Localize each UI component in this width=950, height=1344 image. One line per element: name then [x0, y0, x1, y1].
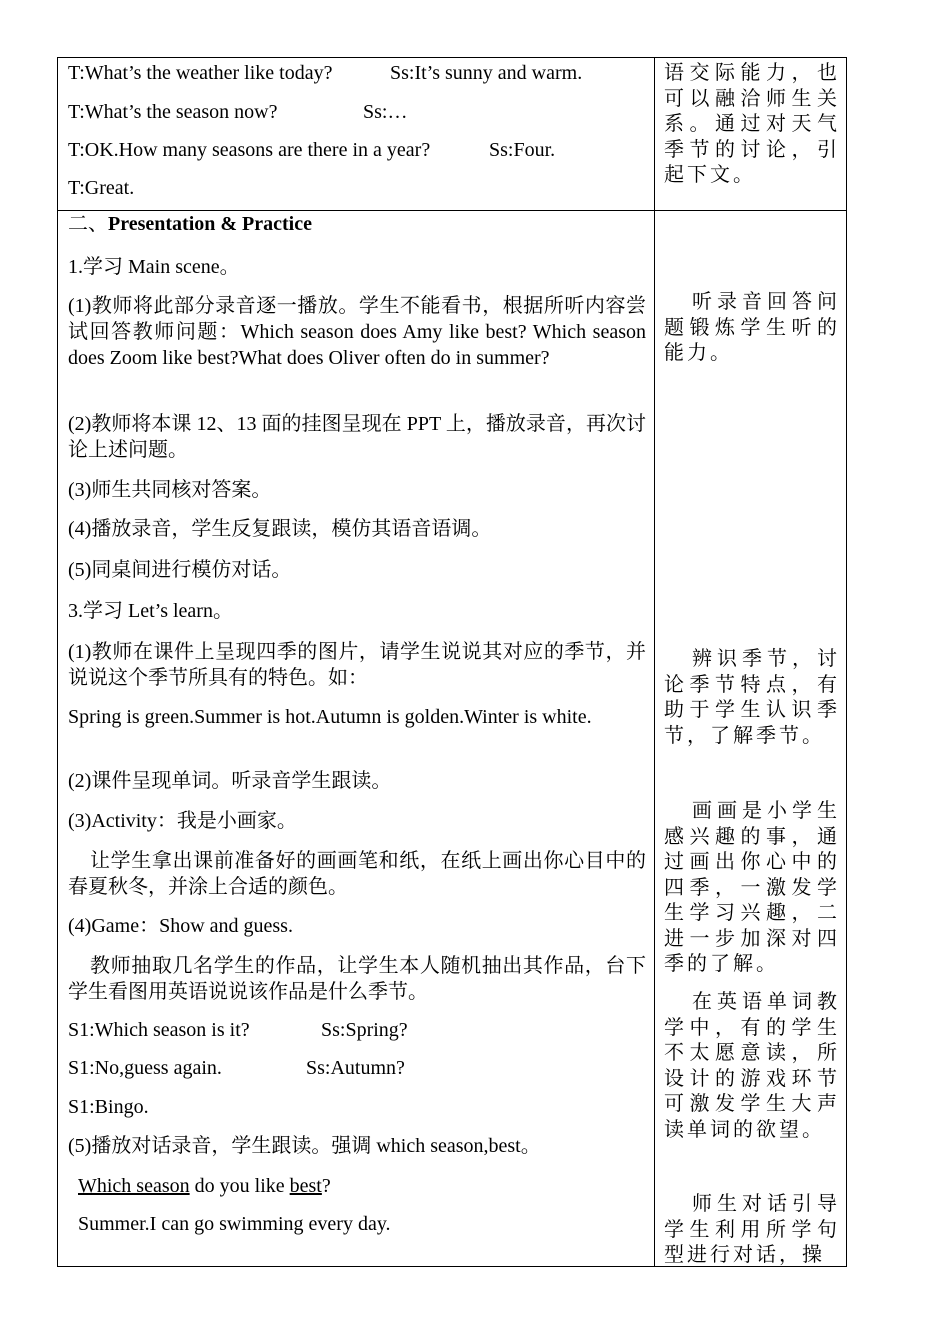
presentation-practice-section — [68, 211, 646, 1266]
underlined-phrase: Which season — [78, 1175, 190, 1197]
warmup-note: 语交际能力，也可以融洽师生关系。通过对天气季节的讨论，引起下文。 — [664, 62, 840, 186]
lesson-plan-table — [57, 57, 847, 1267]
step-text: (2)教师将本课 12、13 面的挂图呈现在 PPT 上，播放录音，再次讨论上述问题。 — [68, 413, 646, 461]
student-line: Ss:… — [363, 101, 408, 123]
step-lets-learn: 3.学习 Let’s learn。 — [68, 600, 233, 622]
step-text: 让学生拿出课前准备好的画画笔和纸，在纸上画出你心目中的春夏秋冬，并涂上合适的颜色。 — [68, 850, 646, 898]
column-divider — [654, 58, 655, 1266]
model-question — [78, 1173, 646, 1199]
dialogue-line: S1:No,guess again. — [68, 1057, 222, 1079]
dialogue-line: S1:Bingo. — [68, 1096, 149, 1118]
dialogue-reply: Ss:Autumn? — [306, 1057, 405, 1079]
step-text: (1)教师将此部分录音逐一播放。学生不能看书，根据所听内容尝试回答教师问题：Which season does Amy like best? Which season does Zoom like best?What does Oliver often do in summer? — [68, 295, 646, 369]
note-dialogue: 师生对话引导学生利用所学句型进行对话，操 — [664, 1193, 840, 1266]
note-seasons: 辨识季节，讨论季节特点，有助于学生认识季节，了解季节。 — [664, 648, 840, 747]
step-text: (5)同桌间进行模仿对话。 — [68, 559, 292, 581]
step-text: (5)播放对话录音，学生跟读。强调 which season,best。 — [68, 1135, 541, 1157]
example-sentences: Spring is green.Summer is hot.Autumn is golden.Winter is white. — [68, 706, 592, 728]
model-answer: Summer.I can go swimming every day. — [78, 1213, 391, 1235]
question-mark: ? — [321, 1175, 331, 1197]
teacher-line: T:Great. — [68, 177, 135, 199]
step-main-scene: 1.学习 Main scene。 — [68, 256, 240, 278]
dialogue-reply: Ss:Spring? — [321, 1019, 408, 1041]
step-activity: (3)Activity：我是小画家。 — [68, 810, 297, 832]
student-line: Ss:It’s sunny and warm. — [390, 62, 583, 84]
underlined-phrase: best — [289, 1175, 322, 1197]
step-text: (2)课件呈现单词。听录音学生跟读。 — [68, 770, 392, 792]
section-heading: Presentation & Practice — [108, 213, 312, 235]
note-listening: 听录音回答问题锻炼学生听的能力。 — [664, 291, 840, 364]
step-text: 教师抽取几名学生的作品，让学生本人随机抽出其作品，台下学生看图用英语说说该作品是什么季节。 — [68, 955, 646, 1003]
dialogue-line: S1:Which season is it? — [68, 1019, 250, 1041]
step-text: (3)师生共同核对答案。 — [68, 479, 272, 501]
teacher-line: T:What’s the season now? — [68, 101, 278, 123]
note-game: 在英语单词教学中，有的学生不太愿意读，所设计的游戏环节可激发学生大声读单词的欲望。 — [664, 991, 840, 1141]
question-text: do you like — [189, 1175, 290, 1197]
teacher-line: T:What’s the weather like today? — [68, 62, 333, 84]
section-number: 二、 — [68, 213, 108, 235]
step-text: (4)播放录音，学生反复跟读，模仿其语音语调。 — [68, 518, 492, 540]
step-text: (1)教师在课件上呈现四季的图片，请学生说说其对应的季节，并说说这个季节所具有的特色。如： — [68, 641, 646, 689]
student-line: Ss:Four. — [489, 139, 556, 161]
note-drawing: 画画是小学生感兴趣的事，通过画出你心中的四季，一激发学生学习兴趣，二进一步加深对四季的了解。 — [664, 800, 840, 975]
teacher-line: T:OK.How many seasons are there in a year? — [68, 139, 431, 161]
step-game: (4)Game：Show and guess. — [68, 915, 293, 937]
